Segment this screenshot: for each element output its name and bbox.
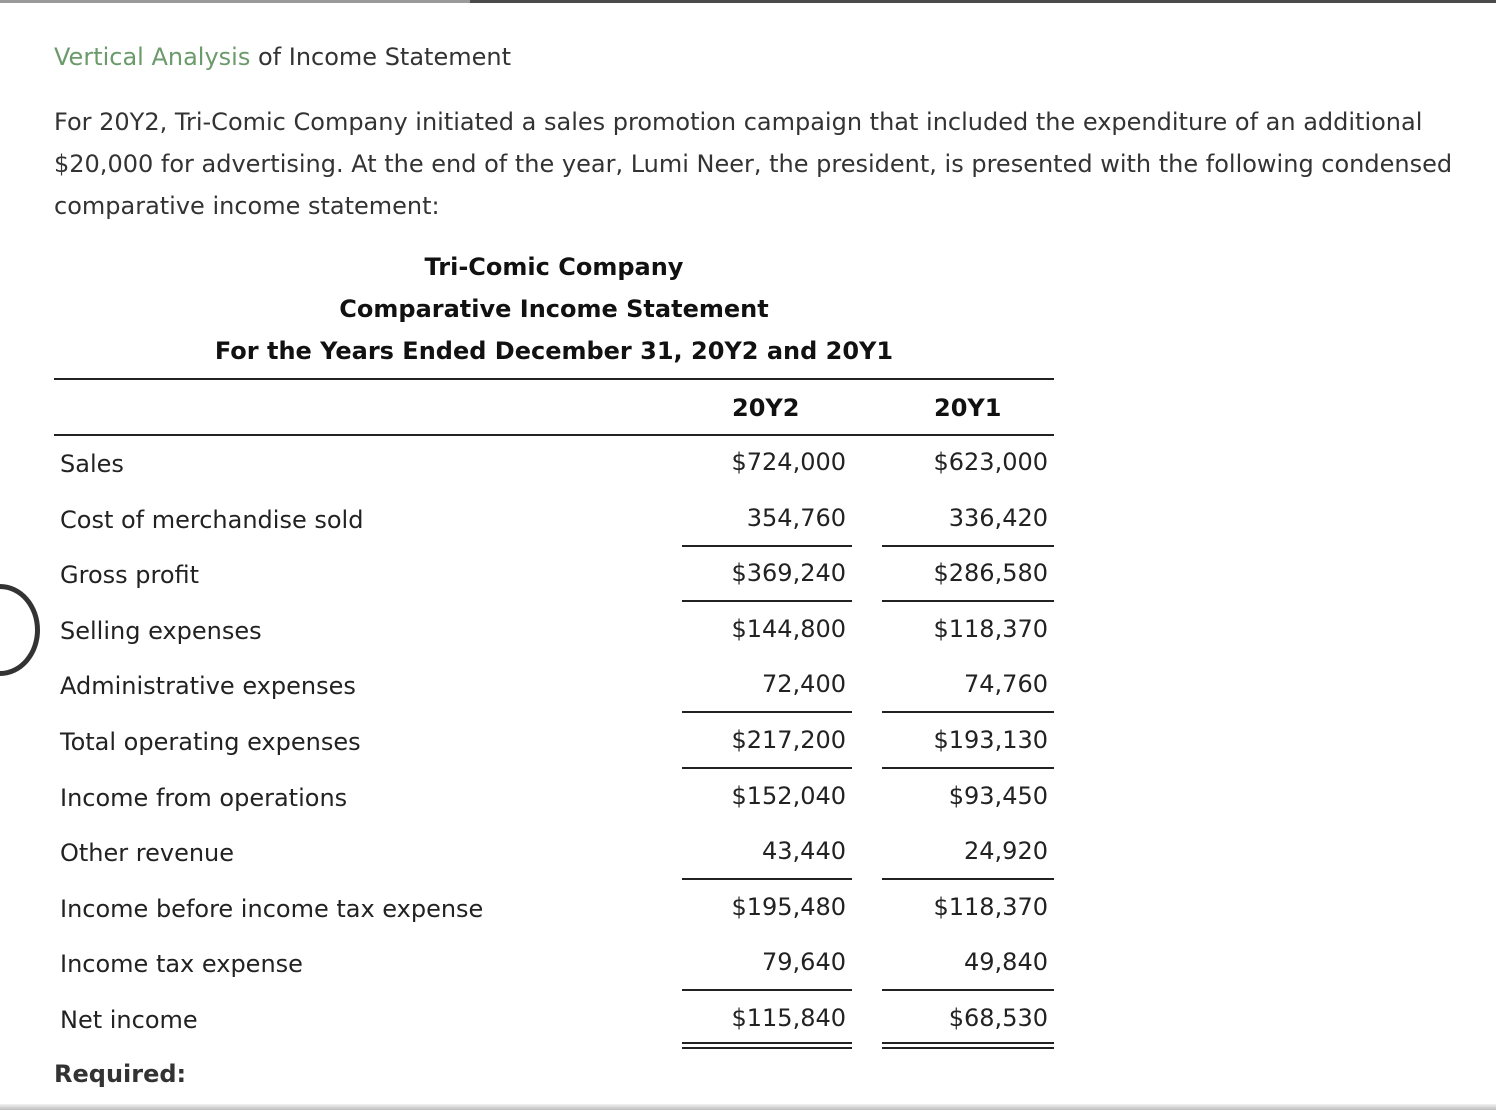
- value-20y1: $118,370: [933, 614, 1048, 643]
- table-row: [54, 936, 1054, 992]
- value-20y1: $193,130: [933, 725, 1048, 754]
- row-label: Total operating expenses: [60, 727, 361, 756]
- row-label: Sales: [60, 450, 124, 478]
- double-underline-20y2: [682, 1042, 852, 1044]
- row-label: Net income: [60, 1005, 198, 1034]
- table-row: [54, 547, 1054, 603]
- heading-text: of Income Statement: [250, 43, 511, 71]
- value-20y1: $286,580: [933, 559, 1048, 588]
- value-20y1: $623,000: [933, 448, 1048, 476]
- col-header-20y2: 20Y2: [732, 394, 800, 422]
- table-row: [54, 714, 1054, 770]
- table-row: [54, 658, 1054, 714]
- table-row: [54, 770, 1054, 826]
- statement-title: Comparative Income Statement: [339, 295, 769, 323]
- row-label: Administrative expenses: [60, 672, 356, 701]
- row-label: Selling expenses: [60, 616, 262, 645]
- value-20y2: $369,240: [731, 559, 846, 588]
- value-20y2: $115,840: [731, 1003, 846, 1032]
- row-label: Income tax expense: [60, 950, 303, 979]
- table-row: [54, 992, 1054, 1048]
- income-statement: [54, 246, 1054, 1048]
- row-label: Cost of merchandise sold: [60, 505, 364, 534]
- company-name: Tri-Comic Company: [424, 253, 684, 281]
- value-20y1: 24,920: [964, 837, 1048, 866]
- intro-paragraph: For 20Y2, Tri-Comic Company initiated a sales promotion campaign that included the expenditure of an additional $20,000 for advertising. At the end of the year, Lumi Neer, the president, is presented with the following condensed comparative income statement:: [54, 108, 1453, 220]
- value-20y2: 43,440: [762, 837, 846, 866]
- row-label: Gross profit: [60, 561, 200, 590]
- value-20y2: $724,000: [731, 448, 846, 476]
- value-20y2: $144,800: [731, 614, 846, 643]
- bottom-border: [0, 1104, 1496, 1110]
- double-underline-20y1: [882, 1042, 1054, 1044]
- page-heading: [54, 41, 511, 73]
- double-underline-20y2: [682, 1047, 852, 1049]
- top-tab-indicator: [0, 0, 470, 3]
- double-underline-20y1: [882, 1047, 1054, 1049]
- value-20y2: 72,400: [762, 670, 846, 699]
- value-20y2: 79,640: [762, 948, 846, 977]
- value-20y1: $118,370: [933, 892, 1048, 921]
- row-label: Income before income tax expense: [60, 894, 484, 923]
- required-label: Required:: [54, 1060, 187, 1088]
- value-20y2: $195,480: [731, 892, 846, 921]
- value-20y1: 49,840: [964, 948, 1048, 977]
- value-20y2: $217,200: [731, 725, 846, 754]
- value-20y1: 336,420: [948, 503, 1048, 532]
- col-header-20y1: 20Y1: [934, 394, 1002, 422]
- value-20y1: 74,760: [964, 670, 1048, 699]
- table-header: [54, 380, 1054, 434]
- heading-link[interactable]: Vertical Analysis: [54, 43, 251, 71]
- table-row: [54, 492, 1054, 548]
- table-row: [54, 603, 1054, 659]
- row-label: Other revenue: [60, 839, 235, 868]
- table-row: [54, 825, 1054, 881]
- table-row: [54, 881, 1054, 937]
- row-label: Income from operations: [60, 783, 348, 812]
- table-row: [54, 436, 1054, 492]
- side-handle[interactable]: [0, 584, 40, 676]
- statement-period: For the Years Ended December 31, 20Y2 and 20Y1: [214, 337, 894, 365]
- value-20y1: $93,450: [948, 781, 1048, 810]
- value-20y2: 354,760: [746, 503, 846, 532]
- value-20y1: $68,530: [948, 1003, 1048, 1032]
- statement-rows: [54, 436, 1054, 1048]
- value-20y2: $152,040: [731, 781, 846, 810]
